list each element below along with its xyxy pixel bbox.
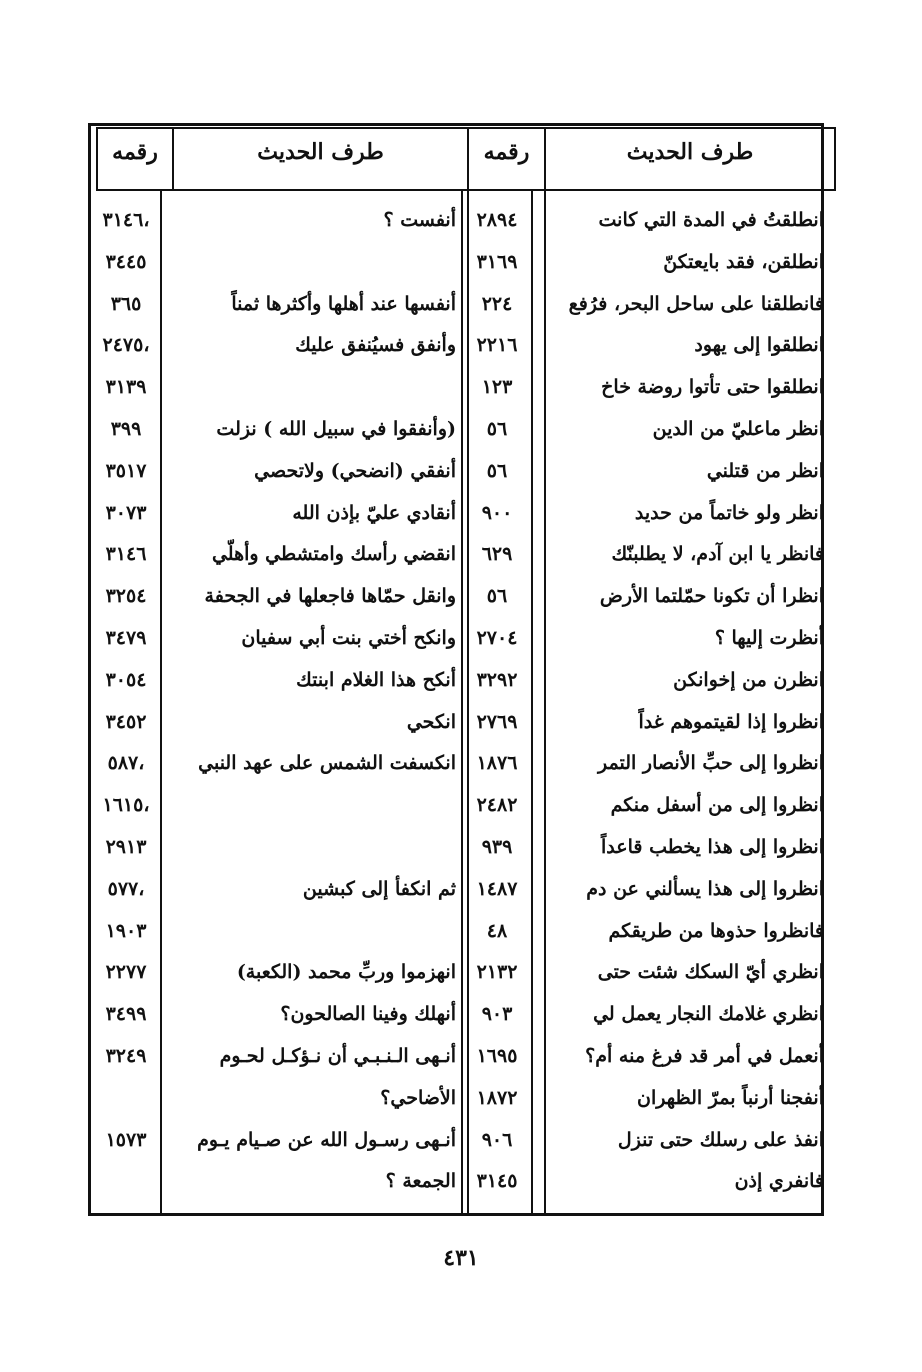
col-divider <box>531 191 533 1216</box>
header-left-num: رقمه <box>112 139 158 165</box>
right-row-num: ٣١٦٩ <box>476 251 518 273</box>
left-row-num: ،٣١٤٦ <box>102 209 150 231</box>
header-right-num: رقمه <box>483 139 530 165</box>
right-row-text: أنظرت إليها ؟ <box>714 627 824 649</box>
right-row-text: فانظروا حذوها من طريقكم <box>608 920 824 942</box>
left-row-text: وانقل حمّاها فاجعلها في الجحفة <box>204 585 456 607</box>
right-row-text: انظروا إذا لقيتموهم غداً <box>638 711 824 733</box>
right-row-text: أنعمل في أمر قد فرغ منه أم؟ <box>585 1045 824 1067</box>
left-row-num: ،٢٤٧٥ <box>102 334 150 356</box>
left-row-text: أنفست ؟ <box>383 209 456 231</box>
right-row-text: انطلقوا إلى يهود <box>694 334 824 356</box>
left-row-num: ٣٢٥٤ <box>105 585 147 607</box>
right-row-num: ٦٢٩ <box>481 543 513 565</box>
left-row-num: ٣٢٤٩ <box>105 1045 147 1067</box>
right-row-num: ٣١٤٥ <box>476 1170 518 1192</box>
left-row-num: ٣٠٥٤ <box>105 669 147 691</box>
right-row-num: ٢٢٤ <box>481 293 513 315</box>
left-row-text: أنفقي (انضحي) ولاتحصي <box>254 460 456 482</box>
right-row-text: انظري غلامك النجار يعمل لي <box>593 1003 824 1025</box>
right-row-num: ٢٢١٦ <box>476 334 518 356</box>
right-row-num: ١٤٨٧ <box>476 878 518 900</box>
right-row-num: ١٦٩٥ <box>476 1045 518 1067</box>
left-row-num: ٣٤٩٩ <box>105 1003 147 1025</box>
left-row-num: ٣٤٥٢ <box>105 711 147 733</box>
right-row-text: فانفري إذن <box>734 1170 824 1192</box>
right-row-num: ٢٤٨٢ <box>476 794 518 816</box>
left-row-text: أنهلك وفينا الصالحون؟ <box>280 1003 456 1025</box>
right-row-num: ٣٢٩٢ <box>476 669 518 691</box>
right-row-text: انظرا أن تكونا حمّلتما الأرض <box>599 585 824 607</box>
left-row-num: ،٥٨٧ <box>107 752 145 774</box>
right-row-num: ٥٦ <box>486 585 508 607</box>
header-right-text: طرف الحديث <box>626 139 754 165</box>
left-row-num: ٣٤٧٩ <box>105 627 147 649</box>
header-left-text: طرف الحديث <box>257 139 384 165</box>
left-row-text: الأضاحي؟ <box>380 1087 456 1109</box>
right-row-num: ٩٠٦ <box>481 1129 513 1151</box>
left-row-num: ١٩٠٣ <box>105 920 147 942</box>
left-row-text: أنكح هذا الغلام ابنتك <box>296 669 456 691</box>
right-row-num: ٩٠٠ <box>481 502 513 524</box>
right-row-num: ٢٧٦٩ <box>476 711 518 733</box>
left-row-num: ،١٦١٥ <box>102 794 150 816</box>
page-number: ٤٣١ <box>443 1245 479 1271</box>
left-row-text: انقضي رأسك وامتشطي وأهلّي <box>211 543 456 565</box>
right-row-num: ٩٣٩ <box>481 836 513 858</box>
left-row-num: ٣١٣٩ <box>105 376 147 398</box>
right-row-text: انظروا إلى هذا يخطب قاعداً <box>601 836 824 858</box>
left-row-num: ٣٦٥ <box>110 293 142 315</box>
right-row-text: انطلقتُ في المدة التي كانت <box>598 209 824 231</box>
left-row-text: ثم انكفأ إلى كبشين <box>302 878 456 900</box>
left-row-text: انكسفت الشمس على عهد النبي <box>198 752 456 774</box>
right-row-text: انظر من قتلني <box>706 460 824 482</box>
right-row-num: ١٨٧٦ <box>476 752 518 774</box>
right-row-num: ١٨٧٢ <box>476 1087 518 1109</box>
right-row-text: أنفجنا أرنباً بمرّ الظهران <box>637 1087 824 1109</box>
left-row-text: أنقادي عليّ بإذن الله <box>292 502 456 524</box>
right-row-text: انظر ولو خاتماً من حديد <box>634 502 824 524</box>
right-row-num: ٢٨٩٤ <box>476 209 518 231</box>
right-row-num: ٥٦ <box>486 418 508 440</box>
left-row-text: وانكح أختي بنت أبي سفيان <box>241 627 456 649</box>
right-row-num: ٢١٣٢ <box>476 961 518 983</box>
left-row-num: ١٥٧٣ <box>105 1129 147 1151</box>
left-row-num: ٢٢٧٧ <box>105 961 147 983</box>
right-row-text: انطلقن، فقد بايعتكنّ <box>663 251 824 273</box>
right-row-num: ٥٦ <box>486 460 508 482</box>
left-row-num: ٢٩١٣ <box>105 836 147 858</box>
right-row-text: انظرن من إخوانكن <box>673 669 824 691</box>
left-row-num: ٣٠٧٣ <box>105 502 147 524</box>
left-row-num: ٣٩٩ <box>110 418 142 440</box>
right-row-num: ١٢٣ <box>481 376 513 398</box>
left-row-text: وأنفق فسيُنفق عليك <box>295 334 456 356</box>
left-row-text: أنـهى رسـول الله عن صـيام يـوم <box>197 1129 456 1151</box>
right-row-text: انظروا إلى حبِّ الأنصار التمر <box>598 752 824 774</box>
right-row-text: انظري أيّ السكك شئت حتى <box>597 961 824 983</box>
left-row-num: ٣١٤٦ <box>105 543 147 565</box>
right-row-text: انطلقوا حتى تأتوا روضة خاخ <box>601 376 824 398</box>
left-row-num: ٣٤٤٥ <box>105 251 147 273</box>
left-row-text: أنفسها عند أهلها وأكثرها ثمناً <box>231 293 456 315</box>
left-row-num: ٣٥١٧ <box>105 460 147 482</box>
right-row-text: انظروا إلى هذا يسألني عن دم <box>586 878 824 900</box>
right-row-num: ٤٨ <box>486 920 508 942</box>
right-row-text: انظروا إلى من أسفل منكم <box>610 794 824 816</box>
left-row-text: انكحي <box>406 711 456 733</box>
right-row-text: انفذ على رسلك حتى تنزل <box>617 1129 824 1151</box>
right-row-text: فانظر يا ابن آدم، لا يطلبنّك <box>611 543 824 565</box>
right-row-num: ٢٧٠٤ <box>476 627 518 649</box>
left-row-text: انهزموا وربِّ محمد (الكعبة) <box>236 961 456 983</box>
right-row-text: فانطلقنا على ساحل البحر، فرُفع <box>568 293 824 315</box>
left-row-text: (وأنفقوا في سبيل الله ) نزلت <box>216 418 456 440</box>
left-row-text: أنـهى الـنـبـي أن نـؤكـل لحـوم <box>219 1045 456 1067</box>
left-row-text: الجمعة ؟ <box>385 1170 456 1192</box>
right-row-text: انظر ماعليّ من الدين <box>652 418 824 440</box>
left-row-num: ،٥٧٧ <box>107 878 145 900</box>
col-divider <box>160 191 162 1216</box>
right-row-num: ٩٠٣ <box>481 1003 513 1025</box>
